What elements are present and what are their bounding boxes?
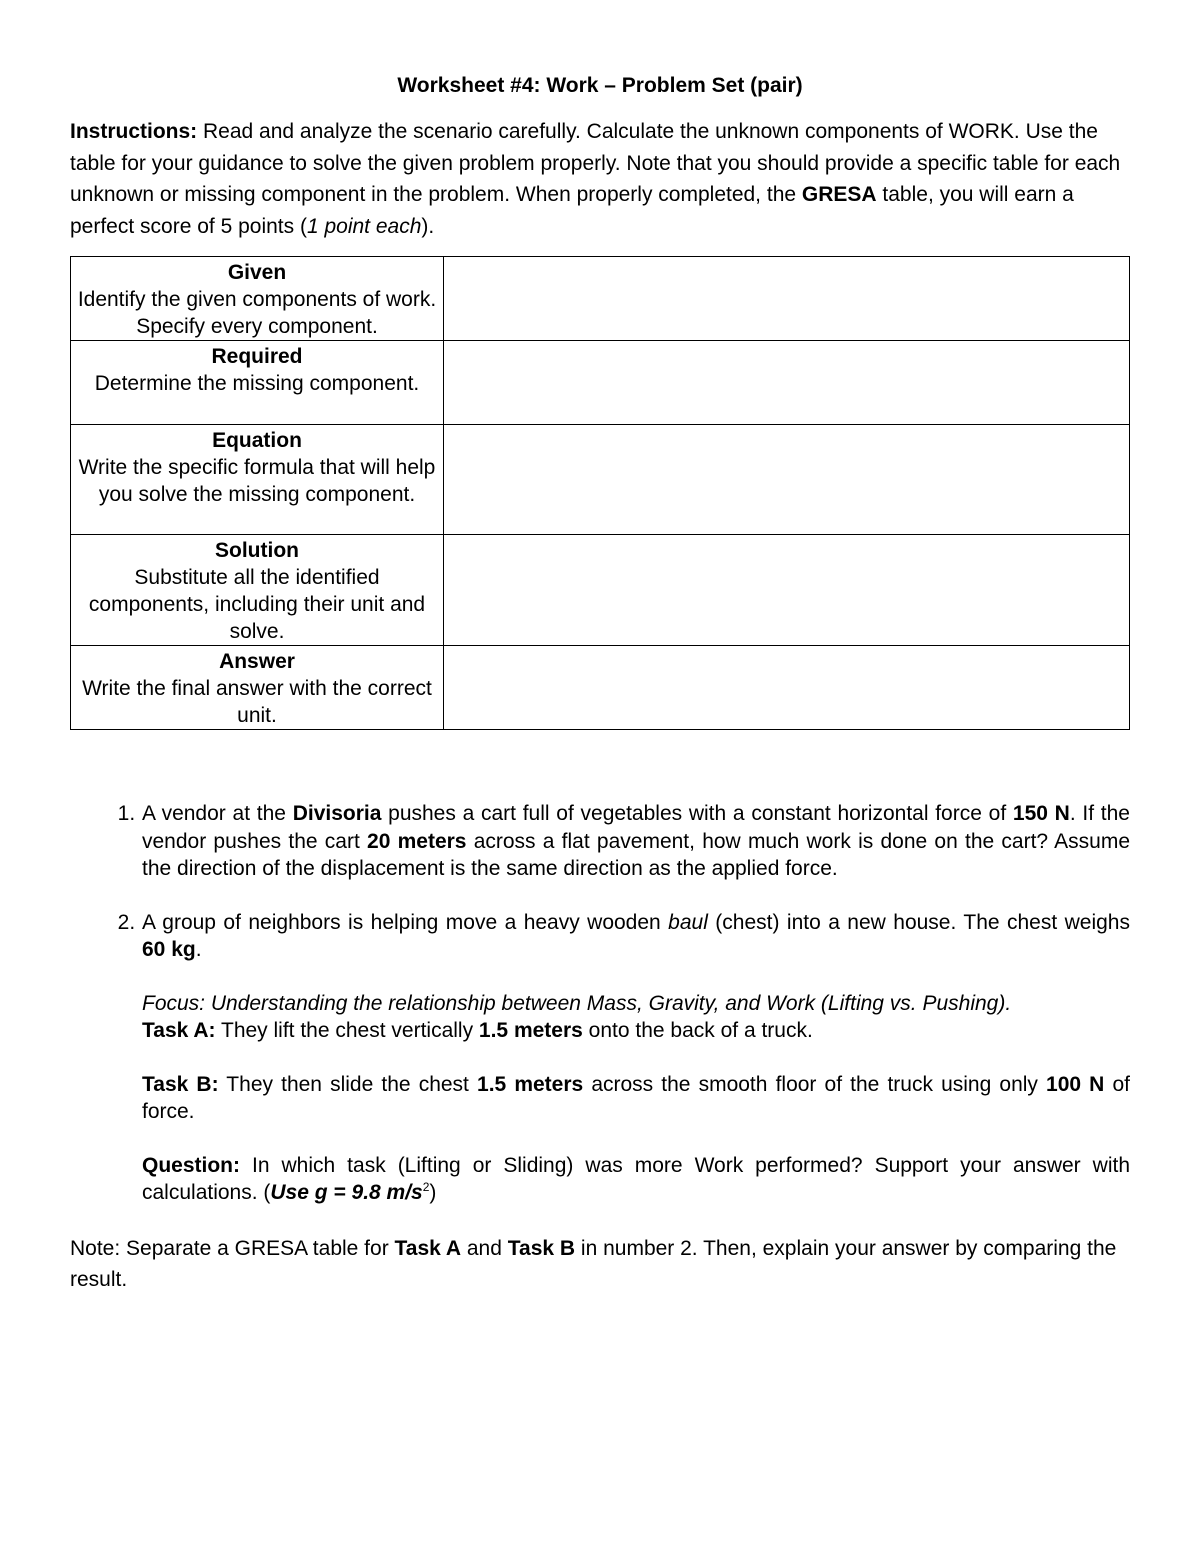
table-label-cell — [71, 257, 444, 341]
row-label: Solution — [215, 539, 299, 562]
instructions-paragraph — [70, 116, 1130, 242]
note-text: and — [461, 1236, 508, 1260]
task-a-label: Task A: — [142, 1019, 216, 1042]
table-label-cell — [71, 341, 444, 425]
row-label: Answer — [219, 650, 295, 673]
task-b-text: They then slide the chest — [218, 1072, 478, 1096]
row-description: Write the specific formula that will help you solve the missing component. — [78, 456, 436, 506]
question-text: ) — [429, 1181, 437, 1204]
instructions-text-3: ). — [421, 214, 435, 238]
question — [142, 1152, 1130, 1207]
row-description: Write the final answer with the correct unit. — [82, 677, 432, 727]
problem-1-bold: Divisoria — [292, 802, 382, 825]
problem-1 — [141, 800, 1130, 883]
problem-2-text: A group of neighbors is helping move a heavy wooden — [142, 910, 669, 934]
instructions-text-2: table, you will earn a perfect score of 5 points ( — [70, 183, 1074, 238]
problem-1-bold: 20 meters — [367, 829, 467, 853]
answer-cell-equation[interactable] — [444, 425, 1130, 535]
instructions-text-1: Read and analyze the scenario carefully. Calculate the unknown components of WORK. Use the table for your guidance to solve the given problem properly. Note that you should provide a specific table for each unknown or missing component in the problem. When properly completed, the — [70, 120, 1121, 206]
problem-2-text: . — [195, 938, 202, 961]
table-row — [71, 425, 1130, 535]
note-paragraph — [70, 1233, 1130, 1296]
task-a-text: They lift the chest vertically — [215, 1019, 479, 1042]
table-row — [71, 341, 1130, 425]
note-text: Note: Separate a GRESA table for — [70, 1236, 395, 1260]
task-a-text: onto the back of a truck. — [582, 1019, 813, 1042]
note-text: in number 2. Then, explain your answer by comparing the result. — [70, 1236, 1117, 1291]
table-row — [71, 535, 1130, 646]
task-b-label: Task B: — [142, 1072, 219, 1096]
question-label: Question: — [142, 1153, 240, 1177]
problem-1-text: pushes a cart full of vegetables with a constant horizontal force of — [381, 802, 1013, 825]
question-text: In which task (Lifting or Sliding) was more Work performed? Support your answer with calculations. ( — [142, 1153, 1130, 1204]
task-b-bold: 1.5 meters — [477, 1072, 584, 1096]
table-label-cell — [71, 425, 444, 535]
problem-1-text: across a flat pavement, how much work is done on the cart? Assume the direction of the displacement is the same direction as the applied force. — [142, 829, 1131, 880]
task-b — [142, 1071, 1130, 1126]
problem-1-text: . If the vendor pushes the cart — [142, 802, 1130, 853]
problem-1-text: A vendor at the — [142, 802, 293, 825]
answer-cell-required[interactable] — [444, 341, 1130, 425]
focus-text: Focus: Understanding the relationship between Mass, Gravity, and Work (Lifting vs. Pushing). — [142, 991, 1012, 1015]
task-b-bold: 100 N — [1046, 1072, 1105, 1096]
instructions-label: Instructions: — [70, 120, 198, 143]
row-description: Identify the given components of work. Specify every component. — [77, 288, 437, 338]
answer-cell-solution[interactable] — [444, 535, 1130, 646]
instructions-gresa: GRESA — [801, 183, 877, 206]
problem-1-bold: 150 N — [1012, 802, 1070, 825]
question-gravity: Use g = 9.8 m/s — [270, 1181, 423, 1204]
answer-cell-answer[interactable] — [444, 646, 1130, 730]
problem-2-bold: 60 kg — [142, 938, 196, 961]
note-bold: Task B — [507, 1236, 576, 1260]
table-row — [71, 646, 1130, 730]
problem-list — [70, 800, 1130, 1207]
problem-2 — [141, 909, 1130, 1207]
worksheet-page — [70, 72, 1130, 1317]
problem-2-intro — [142, 909, 1130, 964]
row-label: Given — [227, 261, 287, 284]
row-label: Required — [211, 345, 303, 368]
worksheet-title: Worksheet #4: Work – Problem Set (pair) — [397, 74, 803, 97]
table-row — [71, 257, 1130, 341]
note-bold: Task A — [394, 1236, 462, 1260]
table-label-cell — [71, 535, 444, 646]
task-a — [142, 1017, 1130, 1045]
answer-cell-given[interactable] — [444, 257, 1130, 341]
row-description: Substitute all the identified components, including their unit and solve. — [88, 566, 426, 643]
problem-2-focus — [142, 990, 1130, 1018]
task-a-bold: 1.5 meters — [478, 1019, 583, 1042]
table-label-cell — [71, 646, 444, 730]
task-b-text: across the smooth floor of the truck using only — [583, 1072, 1047, 1096]
row-label: Equation — [212, 429, 302, 452]
problem-2-text: (chest) into a new house. The chest weighs — [707, 910, 1130, 934]
task-b-text: of force. — [142, 1072, 1130, 1123]
instructions-italic: 1 point each — [306, 214, 422, 238]
row-description: Determine the missing component. — [94, 372, 420, 395]
question-superscript: 2 — [422, 1180, 430, 1194]
gresa-table — [70, 256, 1130, 730]
problem-2-italic: baul — [668, 910, 708, 934]
